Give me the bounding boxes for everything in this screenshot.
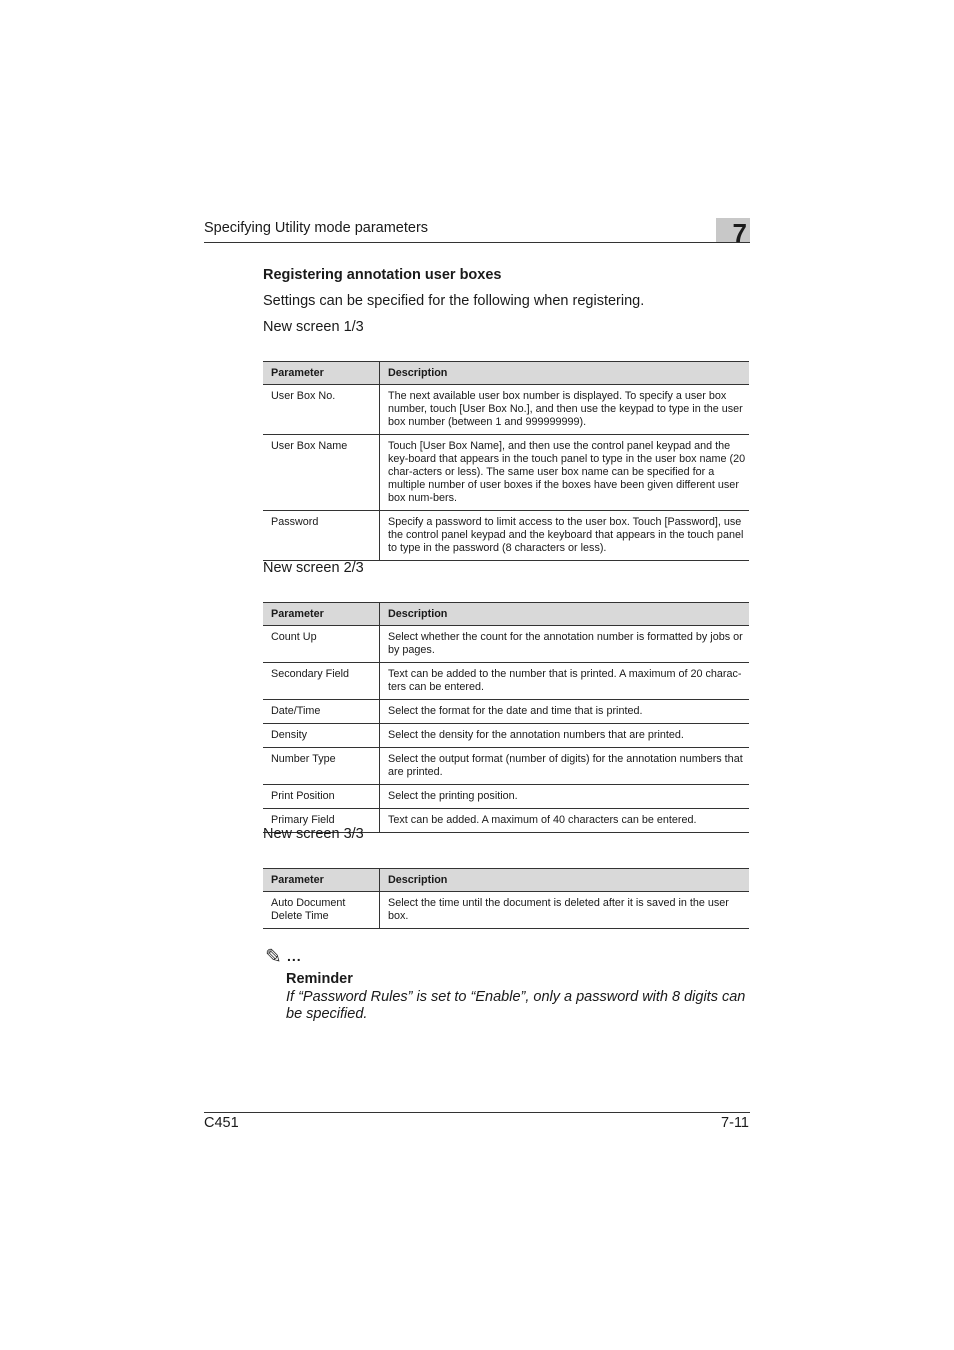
description-cell: Select the printing position. bbox=[380, 785, 750, 809]
description-cell: Select the time until the document is deleted after it is saved in the user box. bbox=[380, 892, 750, 929]
table-header-row bbox=[263, 362, 749, 385]
parameter-cell: Number Type bbox=[263, 748, 380, 785]
parameter-table-3 bbox=[263, 868, 749, 929]
screen-label-3: New screen 3/3 bbox=[263, 826, 364, 842]
running-header-title: Specifying Utility mode parameters bbox=[204, 220, 429, 236]
table-row bbox=[263, 626, 749, 663]
table-row bbox=[263, 511, 749, 561]
parameter-cell: User Box Name bbox=[263, 435, 380, 511]
parameter-cell: Primary Field bbox=[263, 809, 380, 833]
parameter-table-2 bbox=[263, 602, 749, 833]
parameter-cell: User Box No. bbox=[263, 385, 380, 435]
table-row bbox=[263, 385, 749, 435]
screen-label-1: New screen 1/3 bbox=[263, 319, 364, 335]
footer-divider bbox=[204, 1112, 750, 1113]
description-cell: Select the density for the annotation numbers that are printed. bbox=[380, 724, 750, 748]
column-header-description: Description bbox=[380, 362, 750, 385]
parameter-cell: Date/Time bbox=[263, 700, 380, 724]
table-header-row bbox=[263, 603, 749, 626]
parameter-table-1 bbox=[263, 361, 749, 561]
reminder-text: If “Password Rules” is set to “Enable”, only a password with 8 digits can be specified. bbox=[286, 989, 746, 1022]
description-cell: Text can be added to the number that is printed. A maximum of 20 charac-ters can be entered. bbox=[380, 663, 750, 700]
table-row bbox=[263, 785, 749, 809]
description-cell: Select the format for the date and time that is printed. bbox=[380, 700, 750, 724]
table-row bbox=[263, 748, 749, 785]
column-header-parameter: Parameter bbox=[263, 362, 380, 385]
description-cell: Select the output format (number of digits) for the annotation numbers that are printed. bbox=[380, 748, 750, 785]
table-row bbox=[263, 435, 749, 511]
description-cell: Specify a password to limit access to the user box. Touch [Password], use the control panel keypad and the keyboard that appears in the touch panel to type in the password (8 characters or less). bbox=[380, 511, 750, 561]
description-cell: Select whether the count for the annotation number is formatted by jobs or by pages. bbox=[380, 626, 750, 663]
parameter-cell: Count Up bbox=[263, 626, 380, 663]
description-cell: Text can be added. A maximum of 40 characters can be entered. bbox=[380, 809, 750, 833]
chapter-number-badge: 7 bbox=[716, 218, 750, 242]
intro-paragraph: Settings can be specified for the following when registering. bbox=[263, 293, 645, 309]
footer-model: C451 bbox=[204, 1115, 239, 1131]
pencil-note-icon: ✎ bbox=[265, 946, 282, 968]
parameter-cell: Print Position bbox=[263, 785, 380, 809]
footer-page-number: 7-11 bbox=[721, 1115, 749, 1131]
column-header-parameter: Parameter bbox=[263, 869, 380, 892]
parameter-cell: Password bbox=[263, 511, 380, 561]
column-header-description: Description bbox=[380, 603, 750, 626]
note-dots: ... bbox=[287, 948, 302, 964]
parameter-cell: Secondary Field bbox=[263, 663, 380, 700]
description-cell: The next available user box number is displayed. To specify a user box number, touch [User Box No.], and then use the keypad to type in the user box number (between 1 and 999999999). bbox=[380, 385, 750, 435]
screen-label-2: New screen 2/3 bbox=[263, 560, 364, 576]
column-header-parameter: Parameter bbox=[263, 603, 380, 626]
table-row bbox=[263, 892, 749, 929]
parameter-cell: Auto Document Delete Time bbox=[263, 892, 380, 929]
table-row bbox=[263, 700, 749, 724]
table-row bbox=[263, 663, 749, 700]
table-header-row bbox=[263, 869, 749, 892]
section-title: Registering annotation user boxes bbox=[263, 267, 502, 283]
description-cell: Touch [User Box Name], and then use the control panel keypad and the key-board that appears in the touch panel to type in the user box name (20 char-acters or less). The same user box name can be specified for a multiple number of user boxes if the boxes have been given different user box num-bers. bbox=[380, 435, 750, 511]
column-header-description: Description bbox=[380, 869, 750, 892]
parameter-cell: Density bbox=[263, 724, 380, 748]
reminder-title: Reminder bbox=[286, 971, 353, 987]
header-divider bbox=[204, 242, 750, 243]
table-row bbox=[263, 724, 749, 748]
